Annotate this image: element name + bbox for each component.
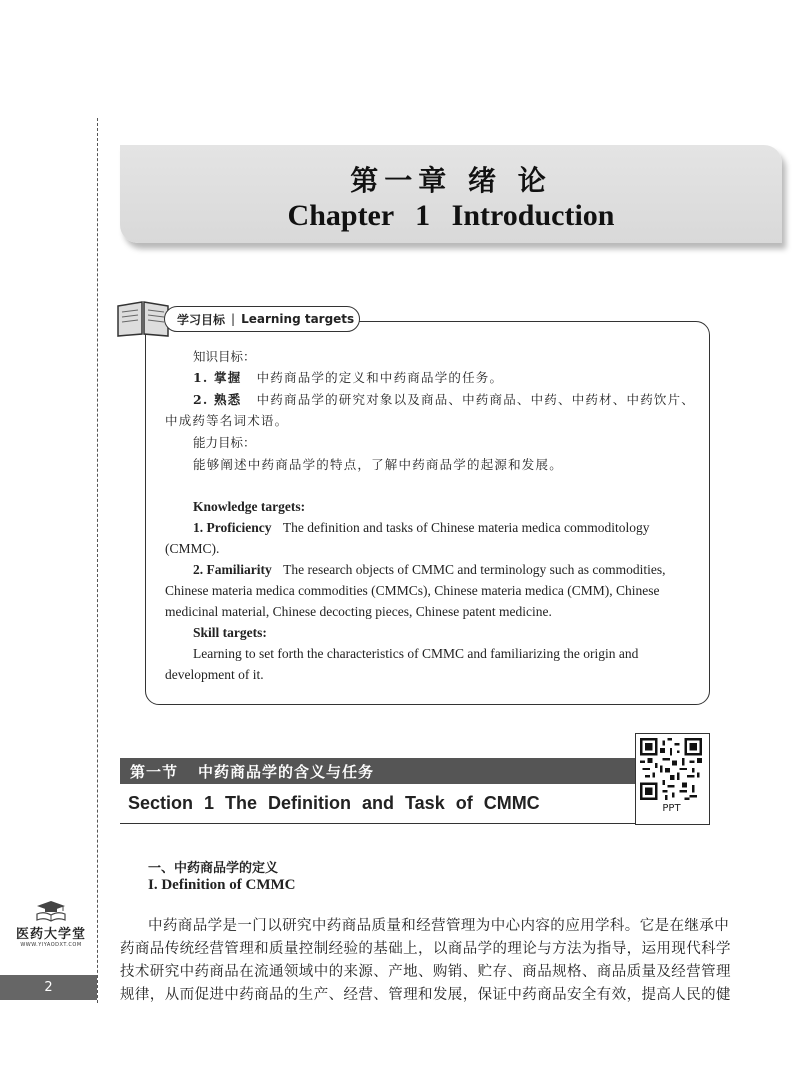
en-item1-line1 [193,517,650,538]
tab-label-cn: 学习目标 [177,312,226,327]
section-title-cn: 中药商品学的含义与任务 [198,762,375,781]
cn-item1-label: 1. 掌握 [193,370,242,385]
en-item1-label: 1. Proficiency [193,520,272,535]
en-item2-line2: Chinese materia medica commodities (CMMCs), Chinese materia medica (CMM), Chinese [165,583,660,598]
page-number-box [0,975,97,1000]
qr-code-icon[interactable] [640,738,702,800]
qr-label: PPT [662,803,681,814]
tab-label-en: Learning targets [241,312,355,326]
knowledge-heading-en: Knowledge targets: [193,499,306,514]
skill-heading-cn: 能力目标： [193,435,256,450]
margin-dashed-line [97,118,98,1003]
section-title-en: Section 1 The Definition and Task of CMMC [128,793,540,813]
logo-text: 医药大学堂 [15,927,86,942]
open-book-icon [116,298,170,338]
tab-separator: | [231,312,236,326]
section-rule [120,823,708,824]
en-item2-label: 2. Familiarity [193,562,272,577]
body-line-1: 中药商品学是一门以研究中药商品质量和经营管理为中心内容的应用学科。它是在继承中 [148,918,730,934]
body-line-3: 技术研究中药商品在流通领域中的来源、产地、购销、贮存、商品规格、商品质量及经营管理 [120,964,731,980]
en-item2-line1 [193,559,666,580]
learning-targets-tab [164,306,360,332]
en-skill-line1: Learning to set forth the characteristics of CMMC and familiarizing the origin and [193,646,639,661]
cn-skill-text: 能够阐述中药商品学的特点，了解中药商品学的起源和发展。 [193,457,563,472]
en-item1-line2: (CMMC). [165,541,220,556]
graduation-cap-book-icon [34,900,68,922]
cn-item2-text: 中药商品学的研究对象以及商品、中药商品、中药、中药材、中药饮片、 [256,392,695,407]
en-item1-text: The definition and tasks of Chinese materia medica commoditology [282,520,650,535]
body-line-4: 规律，从而促进中药商品的生产、经营、管理和发展，保证中药商品安全有效，提高人民的健 [120,987,731,1003]
logo-url: WWW.YIYAODXT.COM [20,942,82,948]
chapter-title-cn: 第一章 绪 论 [350,164,552,197]
cn-item1-text: 中药商品学的定义和中药商品学的任务。 [256,370,504,385]
cn-item2-line2: 中成药等名词术语。 [165,413,289,428]
subsection-title-cn: 一、中药商品学的定义 [148,861,279,876]
en-skill-line2: development of it. [165,667,264,682]
chapter-title-en: Chapter 1 Introduction [287,199,615,232]
page-number: 2 [44,980,53,995]
body-line-2: 药商品传统经营管理和质量控制经验的基础上，以商品学的理论与方法为指导，运用现代科学 [120,941,731,957]
cn-item1 [193,367,503,388]
section-number-cn: 第一节 [130,762,179,781]
skill-heading-en: Skill targets: [193,625,267,640]
cn-item2-line1 [193,389,695,410]
cn-item2-label: 2. 熟悉 [193,392,242,407]
en-item2-text: The research objects of CMMC and terminology such as commodities, [283,562,666,577]
chapter-header [120,145,782,243]
section-title-bar [120,758,635,784]
en-item2-line3: medicinal material, Chinese decocting pieces, Chinese patent medicine. [165,604,552,619]
publisher-logo [15,900,87,960]
knowledge-heading-cn: 知识目标： [193,349,256,364]
subsection-title-en: I. Definition of CMMC [148,877,296,893]
